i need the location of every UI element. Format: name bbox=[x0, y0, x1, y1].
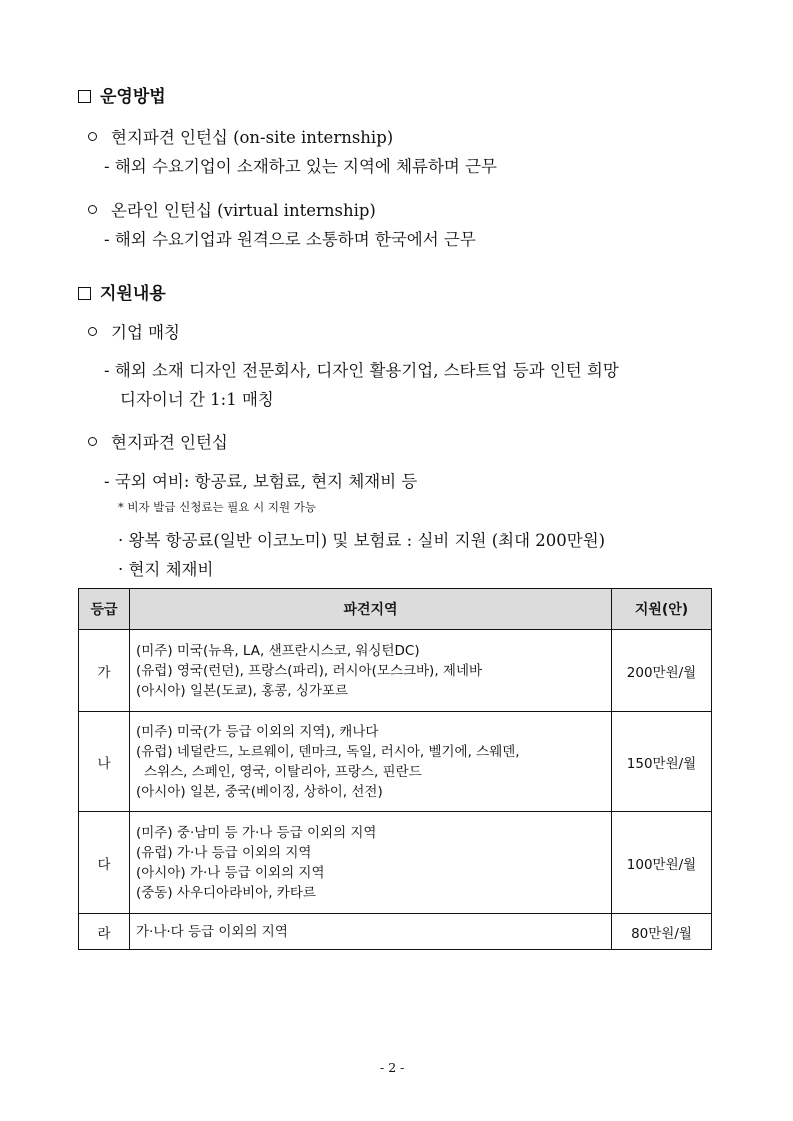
section-title: 지원내용 bbox=[100, 284, 166, 304]
header-grade: 등급 bbox=[79, 589, 130, 630]
table-row bbox=[79, 914, 712, 950]
grade-cell: 다 bbox=[79, 812, 130, 914]
section-title: 운영방법 bbox=[100, 87, 166, 107]
region-support-table bbox=[78, 588, 712, 950]
support-matching-detail-2: 디자이너 간 1:1 매칭 bbox=[120, 390, 274, 409]
airfare-line: · 왕복 항공료(일반 이코노미) 및 보험료 : 실비 지원 (최대 200만원) bbox=[118, 531, 606, 550]
table-row bbox=[79, 630, 712, 712]
checkbox-square-icon bbox=[78, 90, 91, 103]
support-onsite bbox=[88, 429, 228, 453]
table-header-row bbox=[79, 589, 712, 630]
region-cell bbox=[130, 712, 612, 812]
region-line: (미주) 미국(뉴욕, LA, 샌프란시스코, 워싱턴DC) bbox=[136, 642, 420, 659]
header-region: 파견지역 bbox=[130, 589, 612, 630]
support-matching-detail-1: - 해외 소재 디자인 전문회사, 디자인 활용기업, 스타트업 등과 인턴 희망 bbox=[104, 361, 619, 380]
stay-line: · 현지 체재비 bbox=[118, 560, 214, 579]
section-support-heading bbox=[78, 279, 166, 304]
region-line: 가·나·다 등급 이외의 지역 bbox=[136, 923, 288, 940]
checkbox-square-icon bbox=[78, 287, 91, 300]
visa-note: * 비자 발급 신청료는 필요 시 지원 가능 bbox=[118, 500, 316, 514]
amount-cell: 80만원/월 bbox=[612, 914, 712, 950]
grade-cell: 나 bbox=[79, 712, 130, 812]
amount-cell: 100만원/월 bbox=[612, 812, 712, 914]
region-cell bbox=[130, 630, 612, 712]
detail-text: 국외 여비: 항공료, 보험료, 현지 체재비 등 bbox=[114, 472, 418, 491]
support-matching bbox=[88, 319, 180, 343]
support-onsite-travel: - 국외 여비: 항공료, 보험료, 현지 체재비 등 bbox=[104, 472, 418, 491]
region-cell bbox=[130, 812, 612, 914]
region-line: (아시아) 가·나 등급 이외의 지역 bbox=[136, 864, 325, 881]
item-title: 현지파견 인턴십 (on-site internship) bbox=[111, 128, 394, 147]
item-title: 기업 매칭 bbox=[111, 323, 181, 342]
grade-cell: 라 bbox=[79, 914, 130, 950]
page-number: - 2 - bbox=[380, 1060, 405, 1075]
region-line: (미주) 미국(가 등급 이외의 지역), 캐나다 bbox=[136, 723, 379, 740]
circle-bullet-icon bbox=[88, 132, 97, 141]
circle-bullet-icon bbox=[88, 205, 97, 214]
region-line: (미주) 중·남미 등 가·나 등급 이외의 지역 bbox=[136, 824, 377, 841]
operation-item-onsite-detail: - 해외 수요기업이 소재하고 있는 지역에 체류하며 근무 bbox=[104, 157, 497, 176]
circle-bullet-icon bbox=[88, 437, 97, 446]
operation-item-virtual bbox=[88, 197, 376, 221]
section-operation-heading bbox=[78, 82, 166, 107]
region-line: (아시아) 일본, 중국(베이징, 상하이, 선전) bbox=[136, 783, 383, 800]
region-line: (아시아) 일본(도쿄), 홍콩, 싱가포르 bbox=[136, 682, 349, 699]
region-line: (중동) 사우디아라비아, 카타르 bbox=[136, 884, 316, 901]
detail-text: 해외 소재 디자인 전문회사, 디자인 활용기업, 스타트업 등과 인턴 희망 bbox=[114, 361, 619, 380]
operation-item-onsite bbox=[88, 124, 393, 148]
region-line: (유럽) 가·나 등급 이외의 지역 bbox=[136, 844, 312, 861]
amount-cell: 150만원/월 bbox=[612, 712, 712, 812]
circle-bullet-icon bbox=[88, 327, 97, 336]
region-cell bbox=[130, 914, 612, 950]
region-line: 스위스, 스페인, 영국, 이탈리아, 프랑스, 핀란드 bbox=[144, 763, 422, 780]
region-line: (유럽) 영국(런던), 프랑스(파리), 러시아(모스크바), 제네바 bbox=[136, 662, 483, 679]
region-line: (유럽) 네덜란드, 노르웨이, 덴마크, 독일, 러시아, 벨기에, 스웨덴, bbox=[136, 743, 520, 760]
table-row bbox=[79, 812, 712, 914]
header-amount: 지원(안) bbox=[612, 589, 712, 630]
amount-cell: 200만원/월 bbox=[612, 630, 712, 712]
operation-item-virtual-detail: - 해외 수요기업과 원격으로 소통하며 한국에서 근무 bbox=[104, 230, 476, 249]
detail-text: 해외 수요기업과 원격으로 소통하며 한국에서 근무 bbox=[114, 230, 476, 249]
grade-cell: 가 bbox=[79, 630, 130, 712]
detail-text: 해외 수요기업이 소재하고 있는 지역에 체류하며 근무 bbox=[114, 157, 497, 176]
item-title: 현지파견 인턴십 bbox=[111, 433, 228, 452]
item-title: 온라인 인턴십 (virtual internship) bbox=[111, 201, 376, 220]
table-row bbox=[79, 712, 712, 812]
